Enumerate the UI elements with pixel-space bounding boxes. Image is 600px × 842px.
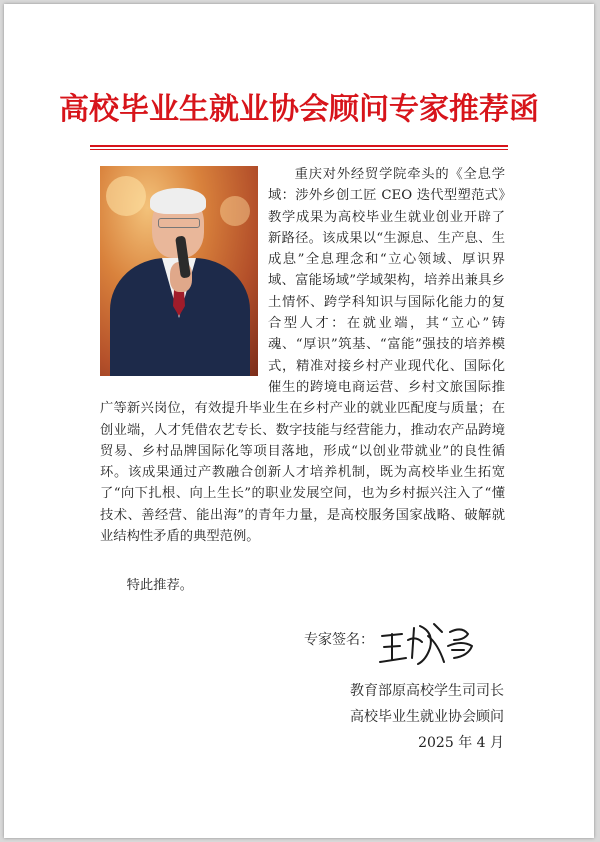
body-paragraph-text: 重庆对外经贸学院牵头的《全息学域：涉外乡创工匠 CEO 迭代型塑范式》教学成果为高校毕业生就业创业开辟了新路径。该成果以“生源息、生产息、生成息”全息理念和“立心领域、厚识界域、富能场域”学域架构，培养出兼具乡土情怀、跨学科知识与国际化能力的复合型人才：在就业端，其“立心”铸魂、“厚识”筑基、“富能”强技的培养模式，精准对接乡村产业现代化、国际化催生的跨境电商运营、乡村文旅国际推广等新兴岗位，有效提升毕业生在乡村产业的就业匹配度与质量；在创业端，人才凭借农艺专长、数字技能与经营能力，推动农产品跨境贸易、乡村品牌国际化等项目落地，形成“以创业带就业”的良性循环。该成果通过产教融合创新人才培养机制，既为高校毕业生拓宽了“向下扎根、向上生长”的职业发展空间，也为乡村振兴注入了“懂技术、善经营、能出海”的青年力量，是高校服务国家战略、破解就业结构性矛盾的典型范例。 <box>100 167 505 545</box>
letter-title: 高校毕业生就业协会顾问专家推荐函 <box>59 92 539 127</box>
closing-line: 特此推荐。 <box>126 578 194 593</box>
handwritten-signature <box>378 614 478 674</box>
signer-org-role: 高校毕业生就业协会顾问 <box>350 709 504 725</box>
signer-title: 教育部原高校学生司司长 <box>350 683 504 699</box>
letter-body <box>100 164 505 547</box>
signature-label: 专家签名： <box>304 632 374 648</box>
body-paragraph <box>100 164 505 547</box>
title-rule-thin <box>90 149 508 150</box>
title-rule-thick <box>90 145 508 147</box>
letter-page <box>4 4 594 838</box>
speaker-portrait-image <box>100 166 258 376</box>
letter-date: 2025 年 4 月 <box>418 735 504 751</box>
